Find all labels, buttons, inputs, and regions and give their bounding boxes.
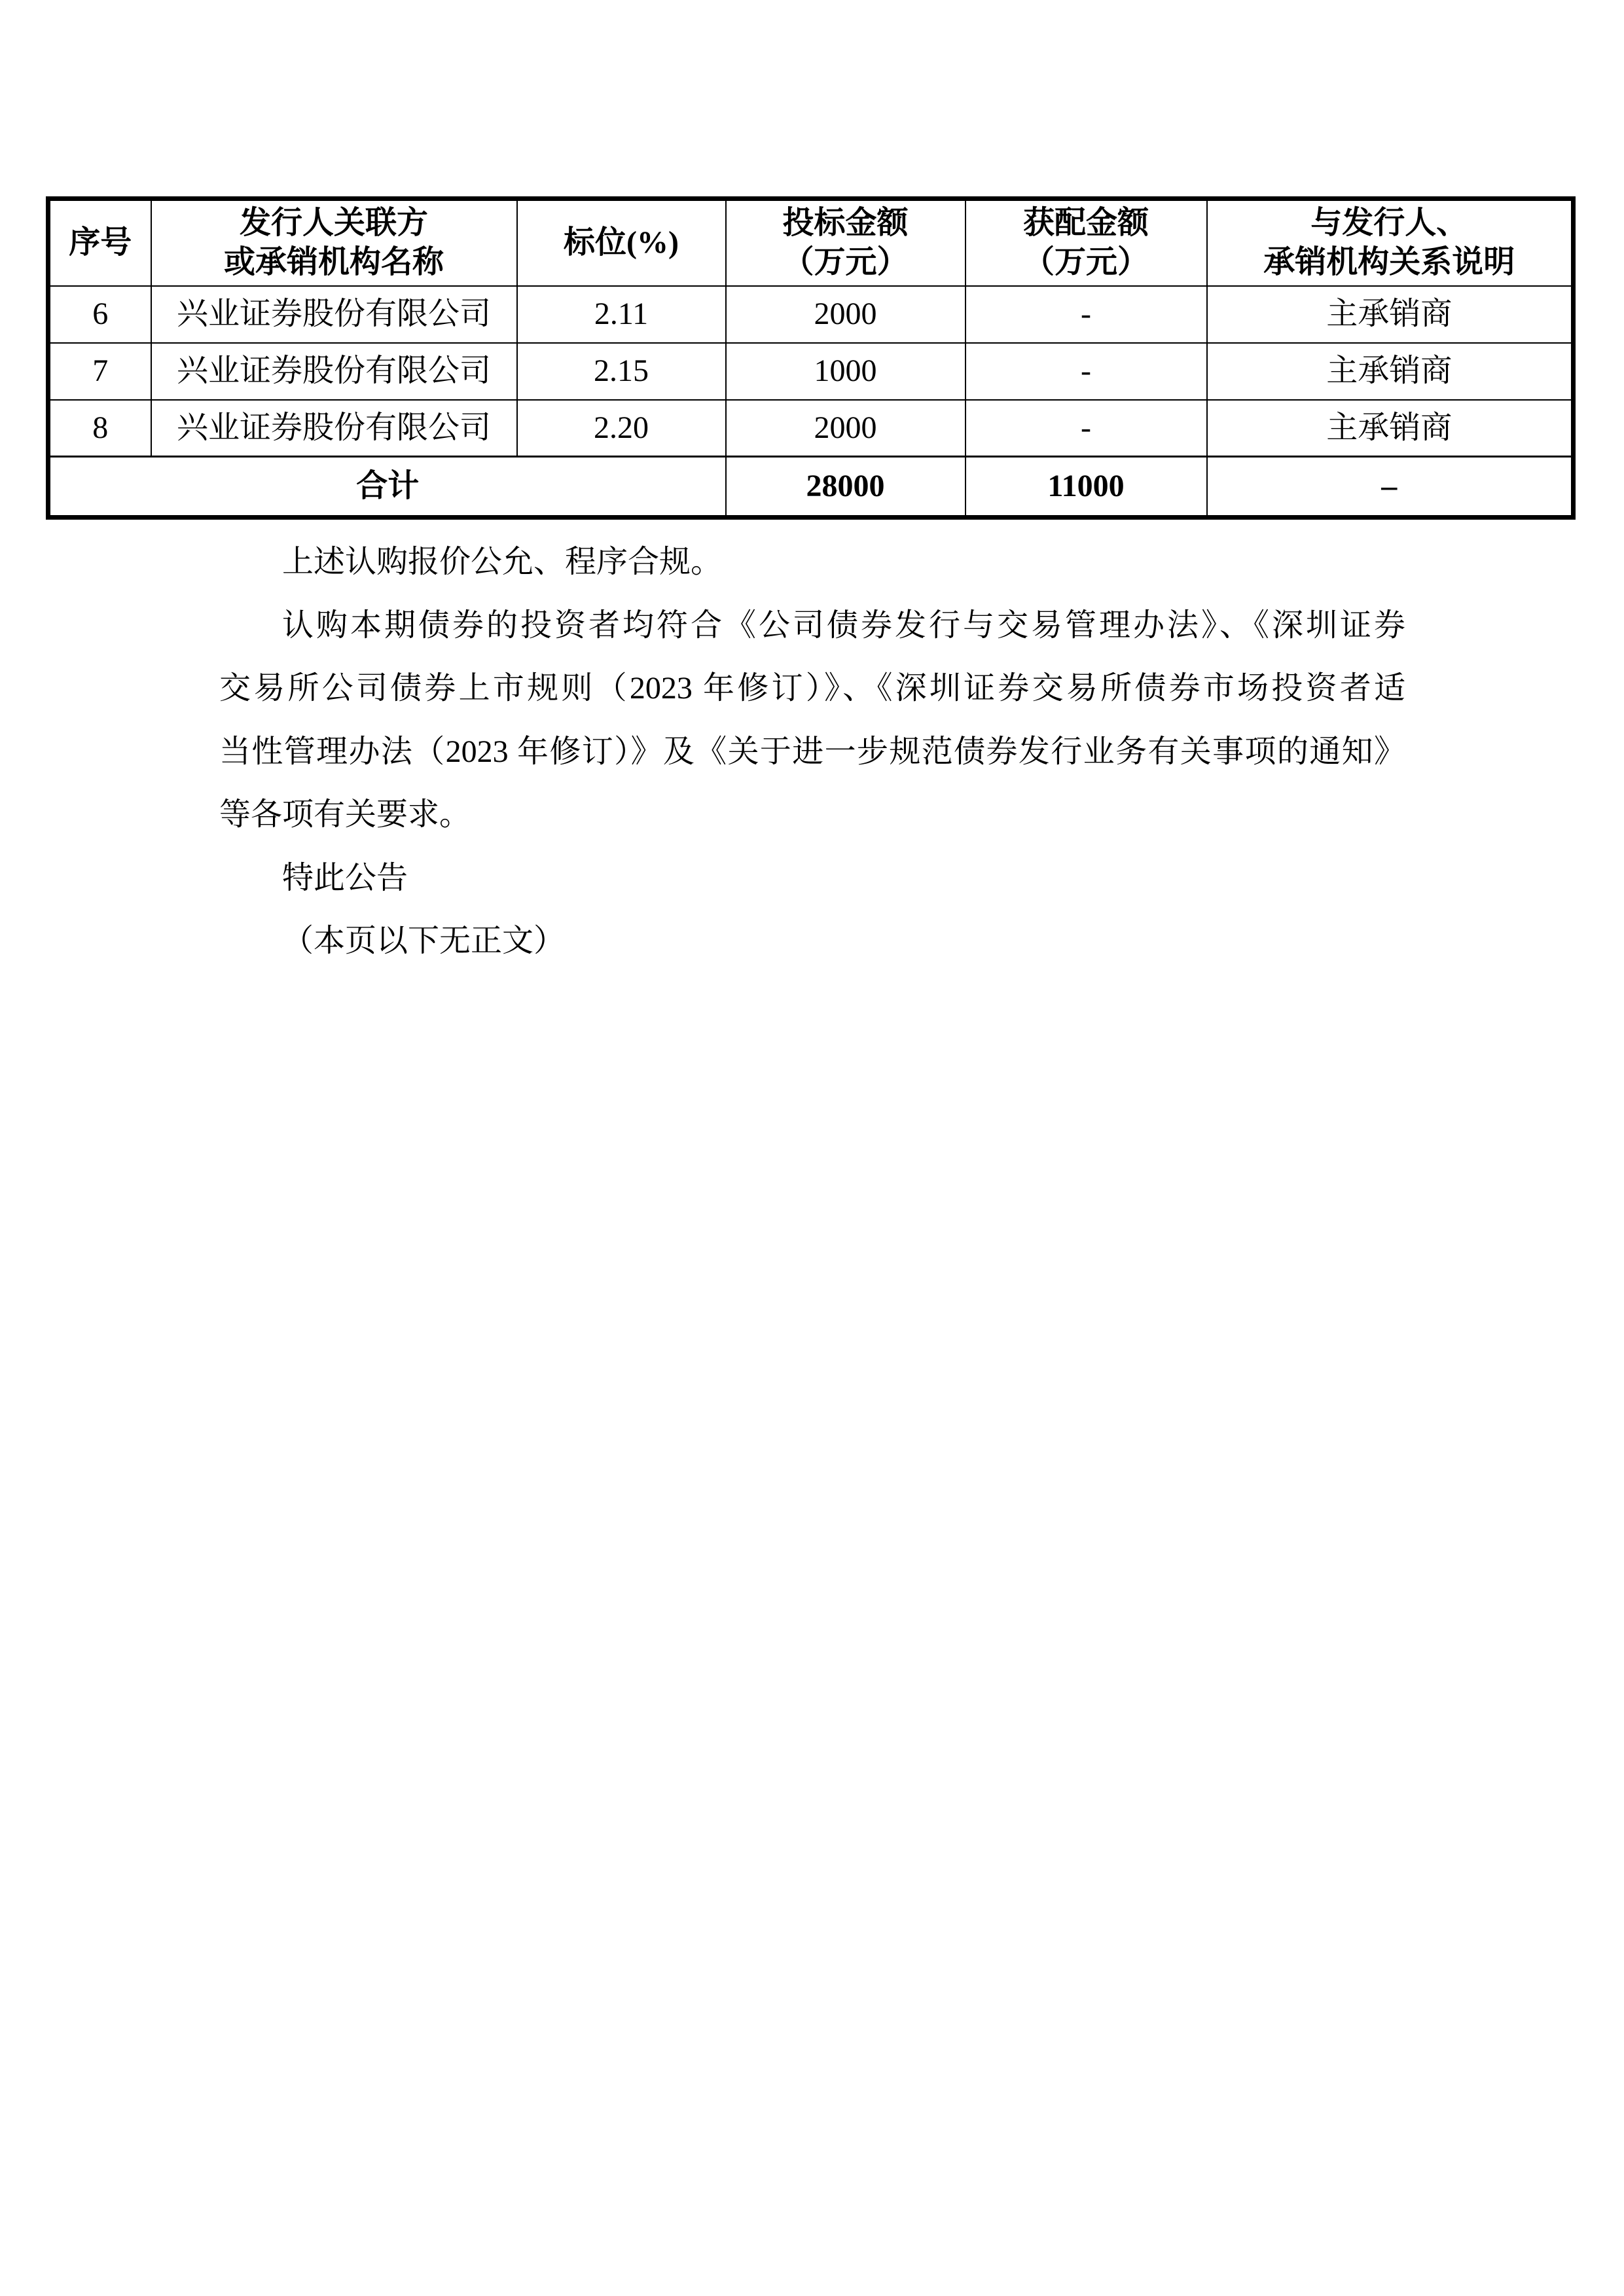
cell-total-allocated-amount: 11000 xyxy=(965,457,1207,518)
table-header-row xyxy=(48,199,1574,286)
cell-seq: 6 xyxy=(48,286,151,343)
table-total-row xyxy=(48,457,1574,518)
cell-bid-amount: 2000 xyxy=(726,400,965,457)
cell-total-bid-amount: 28000 xyxy=(726,457,965,518)
paragraph-no-more-text: （本页以下无正文） xyxy=(282,924,566,958)
col-header-name: 发行人关联方 或承销机构名称 xyxy=(151,199,517,286)
paragraph-compliance-line-3: 当性管理办法（2023 年修订）》及《关于进一步规范债券发行业务有关事项的通知》 xyxy=(219,734,1405,769)
cell-total-label: 合计 xyxy=(48,457,726,518)
cell-bid-level: 2.20 xyxy=(517,400,726,457)
col-header-bid-amount: 投标金额 （万元） xyxy=(726,199,965,286)
table-row xyxy=(48,286,1574,343)
col-header-bid-level: 标位(%) xyxy=(517,199,726,286)
cell-relation: 主承销商 xyxy=(1207,400,1574,457)
col-header-relation: 与发行人、 承销机构关系说明 xyxy=(1207,199,1574,286)
body-text-block xyxy=(219,531,1405,973)
cell-bid-amount: 1000 xyxy=(726,343,965,400)
paragraph-compliance-line-2: 交易所公司债券上市规则（2023 年修订）》、《深圳证券交易所债券市场投资者适 xyxy=(219,671,1405,706)
paragraph-fair-pricing: 上述认购报价公允、程序合规。 xyxy=(282,545,723,579)
cell-total-relation: – xyxy=(1207,457,1574,518)
cell-name: 兴业证券股份有限公司 xyxy=(151,400,517,457)
col-header-seq-label: 序号 xyxy=(69,225,132,260)
cell-relation: 主承销商 xyxy=(1207,286,1574,343)
cell-seq: 7 xyxy=(48,343,151,400)
paragraph-compliance-line-1: 认购本期债券的投资者均符合《公司债券发行与交易管理办法》、《深圳证券 xyxy=(282,607,1405,643)
col-header-seq xyxy=(48,199,151,286)
cell-allocated-amount: - xyxy=(965,343,1207,400)
cell-seq: 8 xyxy=(48,400,151,457)
table-row xyxy=(48,343,1574,400)
cell-allocated-amount: - xyxy=(965,286,1207,343)
cell-relation: 主承销商 xyxy=(1207,343,1574,400)
cell-bid-level: 2.15 xyxy=(517,343,726,400)
paragraph-announcement: 特此公告 xyxy=(282,860,408,895)
cell-bid-level: 2.11 xyxy=(517,286,726,343)
paragraph-compliance-line-4: 等各项有关要求。 xyxy=(219,797,471,832)
bid-allocation-table xyxy=(46,196,1576,520)
col-header-allocated-amount: 获配金额 （万元） xyxy=(965,199,1207,286)
cell-name: 兴业证券股份有限公司 xyxy=(151,343,517,400)
table-row xyxy=(48,400,1574,457)
cell-name: 兴业证券股份有限公司 xyxy=(151,286,517,343)
cell-bid-amount: 2000 xyxy=(726,286,965,343)
cell-allocated-amount: - xyxy=(965,400,1207,457)
